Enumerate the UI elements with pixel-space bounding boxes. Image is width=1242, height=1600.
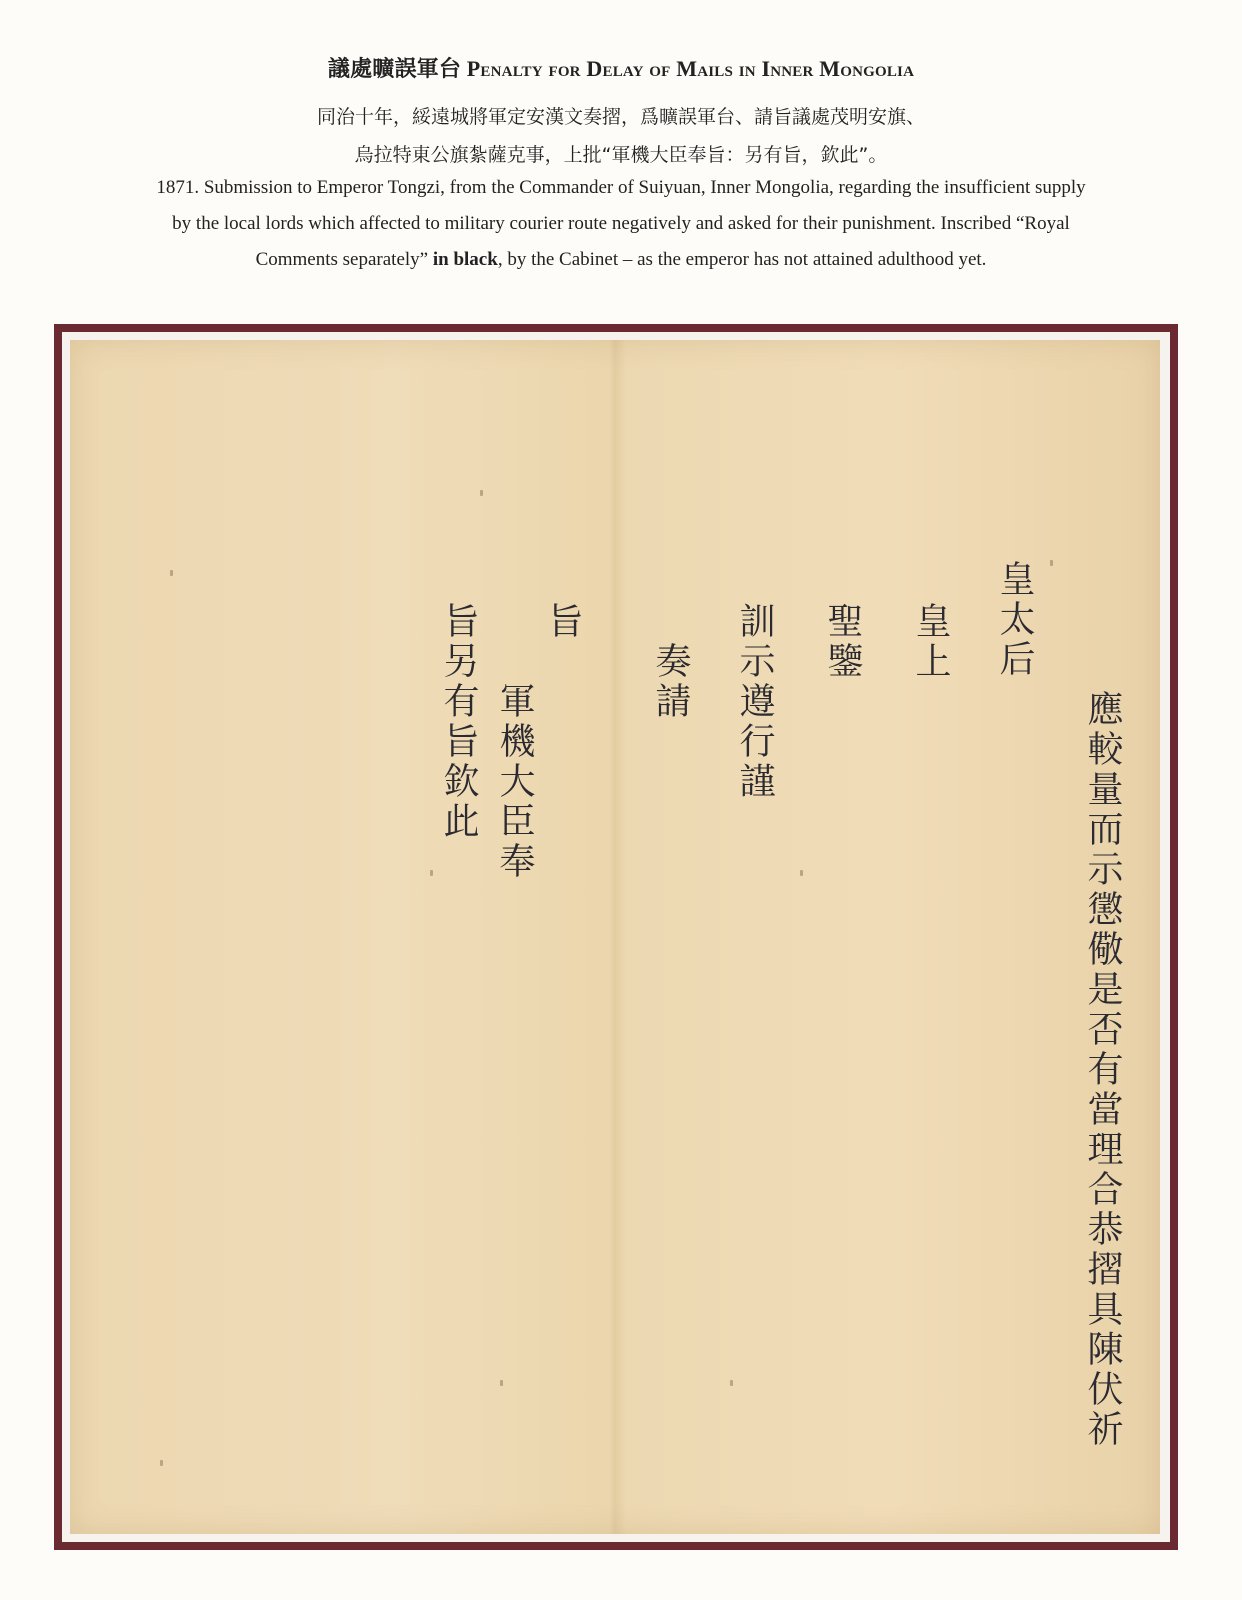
english-description-part-1: 1871. Submission to Emperor Tongzi, from the Commander of Suiyuan, Inner Mongolia, regarding the insufficient supply by the local lords which affected to military courier route negatively and asked for their punishment. Inscribed “Royal Comments separately” [156, 177, 1086, 270]
paper-speck [1050, 560, 1053, 566]
text-column-8: 軍機大臣奉 [494, 682, 535, 882]
title-chinese: 議處曠誤軍台 [327, 56, 462, 81]
text-column-2: 皇太后 [994, 560, 1035, 680]
memorial-document [70, 340, 1160, 1534]
paper-speck [480, 490, 483, 496]
text-column-7: 旨 [542, 602, 583, 642]
paper-speck [730, 1380, 733, 1386]
paper-speck [800, 870, 803, 876]
paper-speck [170, 570, 173, 576]
text-column-6: 奏請 [650, 642, 691, 722]
page-title [0, 52, 1242, 83]
chinese-description-line-2: 烏拉特東公旗紮薩克事，上批“軍機大臣奉旨：另有旨，欽此”。 [354, 144, 888, 166]
english-description-bold: in black [432, 249, 498, 270]
text-column-9: 旨另有旨欽此 [438, 602, 479, 842]
caption [0, 0, 1242, 320]
english-description-part-2: , by the Cabinet – as the emperor has not attained adulthood yet. [497, 249, 987, 270]
document-frame [54, 324, 1178, 1550]
chinese-description-line-1: 同治十年，綏遠城將軍定安漢文奏摺，爲曠誤軍台、請旨議處茂明安旗、 [316, 106, 925, 128]
english-description [150, 170, 1092, 278]
text-column-5: 訓示遵行謹 [734, 602, 775, 802]
paper-speck [500, 1380, 503, 1386]
text-column-3: 皇上 [910, 602, 951, 682]
text-column-1: 應較量而示懲儆是否有當理合恭摺具陳伏祈 [1082, 690, 1123, 1450]
paper-speck [430, 870, 433, 876]
text-column-4: 聖鑒 [822, 602, 863, 682]
mat-border [62, 332, 1170, 1542]
title-english: Penalty for Delay of Mails in Inner Mongolia [466, 56, 915, 81]
paper-speck [160, 1460, 163, 1466]
